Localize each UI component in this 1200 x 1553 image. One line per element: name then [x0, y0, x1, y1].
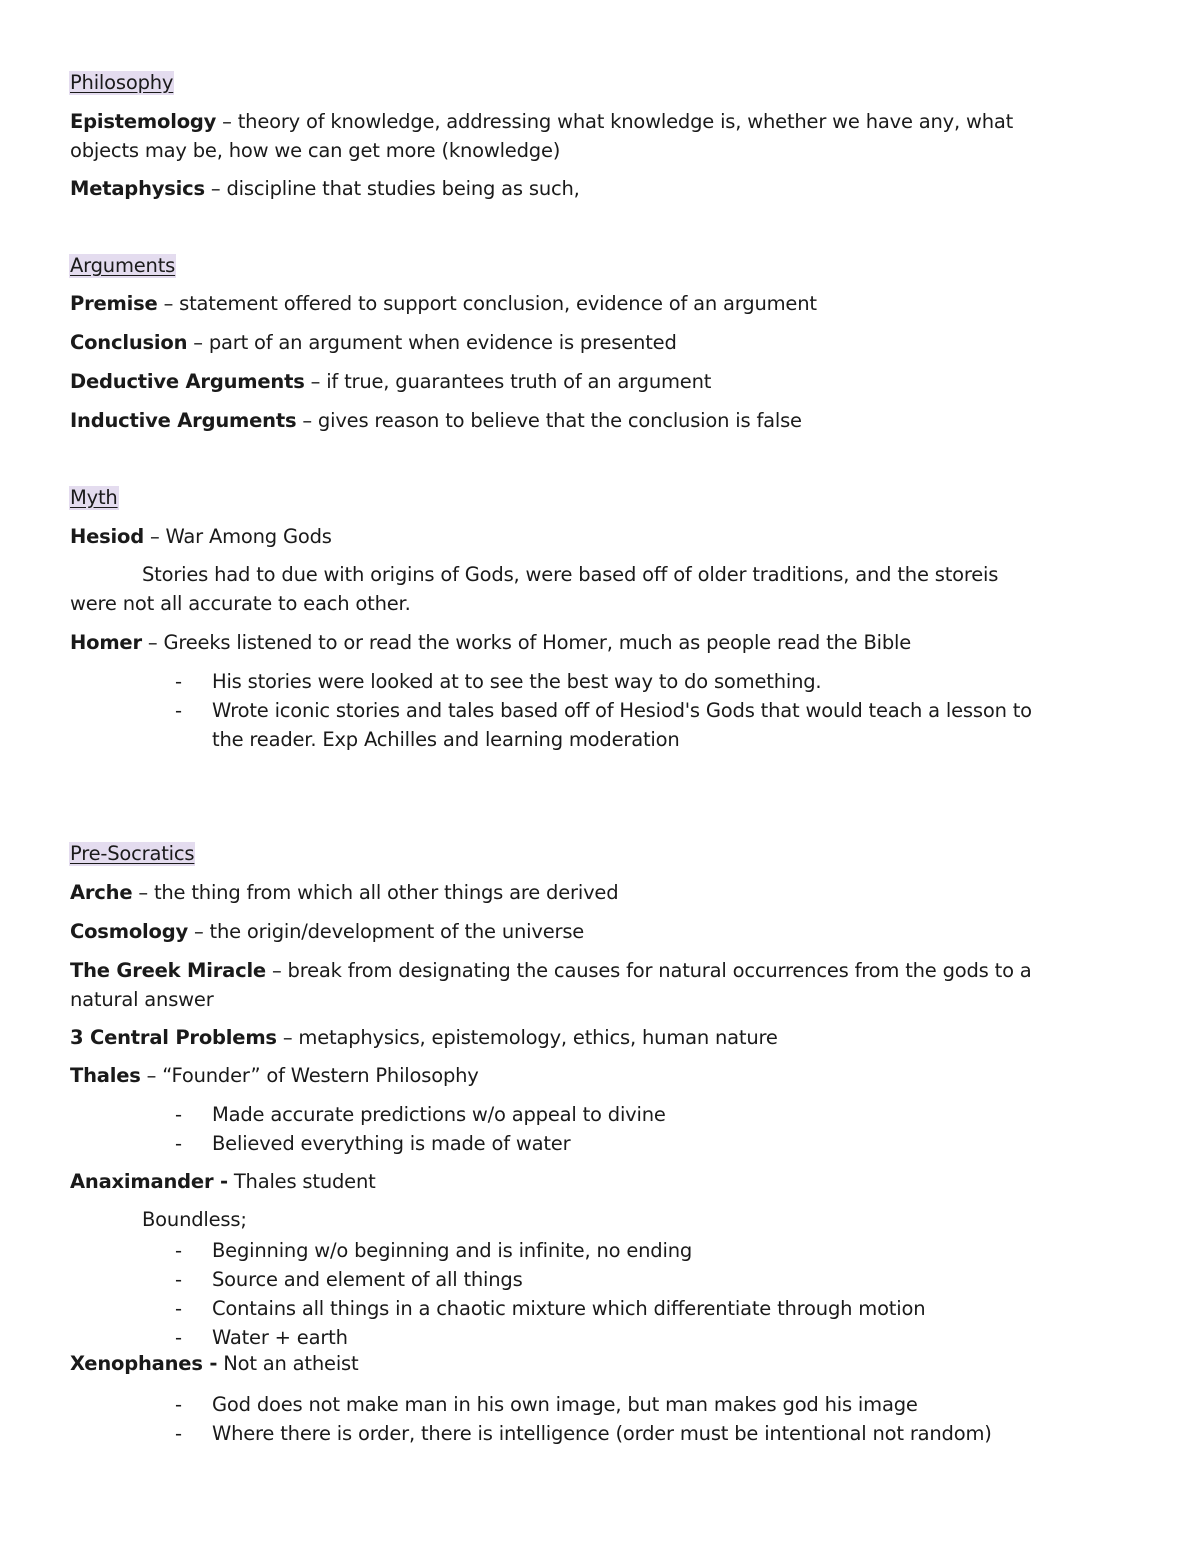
list-item-text: Made accurate predictions w/o appeal to divine [212, 1103, 666, 1126]
section-heading-philosophy: Philosophy [70, 71, 174, 94]
dash-bullet: - [175, 1132, 182, 1155]
dash-bullet: - [175, 1297, 182, 1320]
dash-bullet: - [175, 699, 182, 722]
list-item [175, 1419, 1055, 1448]
definition: – the thing from which all other things are derived [132, 881, 619, 904]
hesiod-paragraph: Stories had to due with origins of Gods, were based off of older traditions, and the storeis were not all accurate to each other. [70, 563, 999, 615]
term: Premise [70, 292, 158, 315]
xenophanes-bullet-list [175, 1390, 1055, 1448]
entry-conclusion [70, 329, 1050, 358]
term: Conclusion [70, 331, 188, 354]
definition: – part of an argument when evidence is presented [187, 331, 677, 354]
dash-bullet: - [175, 1239, 182, 1262]
entry-arche [70, 879, 1050, 908]
entry-metaphysics [70, 175, 1050, 204]
dash-bullet: - [175, 670, 182, 693]
thales-bullet-list [175, 1100, 1055, 1158]
term: Xenophanes - [70, 1352, 218, 1375]
entry-central-problems [70, 1024, 1050, 1053]
list-item [175, 1100, 1055, 1129]
section-heading-presocratics: Pre-Socratics [70, 842, 195, 865]
anaximander-subheading: Boundless; [142, 1208, 247, 1231]
term: Metaphysics [70, 177, 205, 200]
list-item-text: God does not make man in his own image, but man makes god his image [212, 1393, 918, 1416]
term: Thales [70, 1064, 141, 1087]
term: Epistemology [70, 110, 217, 133]
term: 3 Central Problems [70, 1026, 277, 1049]
entry-thales [70, 1062, 1050, 1091]
list-item [175, 1129, 1055, 1158]
dash-bullet: - [175, 1326, 182, 1349]
definition: – break from designating the causes for natural occurrences from the gods to a natural answer [70, 959, 1032, 1011]
list-item [175, 1323, 1055, 1352]
definition: – statement offered to support conclusion, evidence of an argument [157, 292, 817, 315]
homer-bullet-list [175, 667, 1055, 754]
entry-homer [70, 629, 1050, 658]
entry-anaximander [70, 1168, 1050, 1197]
list-item-text: Believed everything is made of water [212, 1132, 571, 1155]
entry-greek-miracle [70, 957, 1050, 1014]
term: Homer [70, 631, 142, 654]
section-heading-myth: Myth [70, 486, 118, 509]
term: Anaximander - [70, 1170, 228, 1193]
definition: – War Among Gods [144, 525, 332, 548]
entry-epistemology [70, 108, 1050, 165]
list-item [175, 667, 1055, 696]
entry-hesiod [70, 523, 1050, 552]
definition: – Greeks listened to or read the works of Homer, much as people read the Bible [141, 631, 912, 654]
term: Cosmology [70, 920, 188, 943]
definition: Not an atheist [217, 1352, 359, 1375]
term: Deductive Arguments [70, 370, 305, 393]
entry-xenophanes [70, 1350, 1050, 1379]
dash-bullet: - [175, 1103, 182, 1126]
anaximander-bullet-list [175, 1236, 1055, 1352]
entry-deductive-arguments [70, 368, 1050, 397]
list-item-text: Where there is order, there is intelligence (order must be intentional not random) [212, 1422, 992, 1445]
list-item-text: His stories were looked at to see the best way to do something. [212, 670, 822, 693]
term: The Greek Miracle [70, 959, 266, 982]
dash-bullet: - [175, 1393, 182, 1416]
list-item [175, 1265, 1055, 1294]
list-item-text: Source and element of all things [212, 1268, 523, 1291]
definition: – metaphysics, epistemology, ethics, human nature [276, 1026, 778, 1049]
dash-bullet: - [175, 1422, 182, 1445]
definition: – “Founder” of Western Philosophy [140, 1064, 479, 1087]
definition: – if true, guarantees truth of an argument [304, 370, 712, 393]
entry-cosmology [70, 918, 1050, 947]
list-item-text: Wrote iconic stories and tales based off of Hesiod's Gods that would teach a lesson to the reader. Exp Achilles and learning moderation [212, 699, 1032, 751]
term: Inductive Arguments [70, 409, 297, 432]
definition: – the origin/development of the universe [187, 920, 585, 943]
list-item-text: Water + earth [212, 1326, 348, 1349]
list-item-text: Contains all things in a chaotic mixture which differentiate through motion [212, 1297, 926, 1320]
definition: – theory of knowledge, addressing what knowledge is, whether we have any, what objects may be, how we can get more (knowledge) [70, 110, 1014, 162]
term: Hesiod [70, 525, 144, 548]
list-item [175, 1294, 1055, 1323]
list-item [175, 1236, 1055, 1265]
definition: – gives reason to believe that the conclusion is false [296, 409, 802, 432]
list-item [175, 1390, 1055, 1419]
list-item-text: Beginning w/o beginning and is infinite, no ending [212, 1239, 693, 1262]
dash-bullet: - [175, 1268, 182, 1291]
definition: Thales student [227, 1170, 376, 1193]
entry-premise [70, 290, 1050, 319]
entry-inductive-arguments [70, 407, 1050, 436]
term: Arche [70, 881, 133, 904]
definition: – discipline that studies being as such, [204, 177, 580, 200]
list-item [175, 696, 1055, 754]
section-heading-arguments: Arguments [70, 254, 176, 277]
